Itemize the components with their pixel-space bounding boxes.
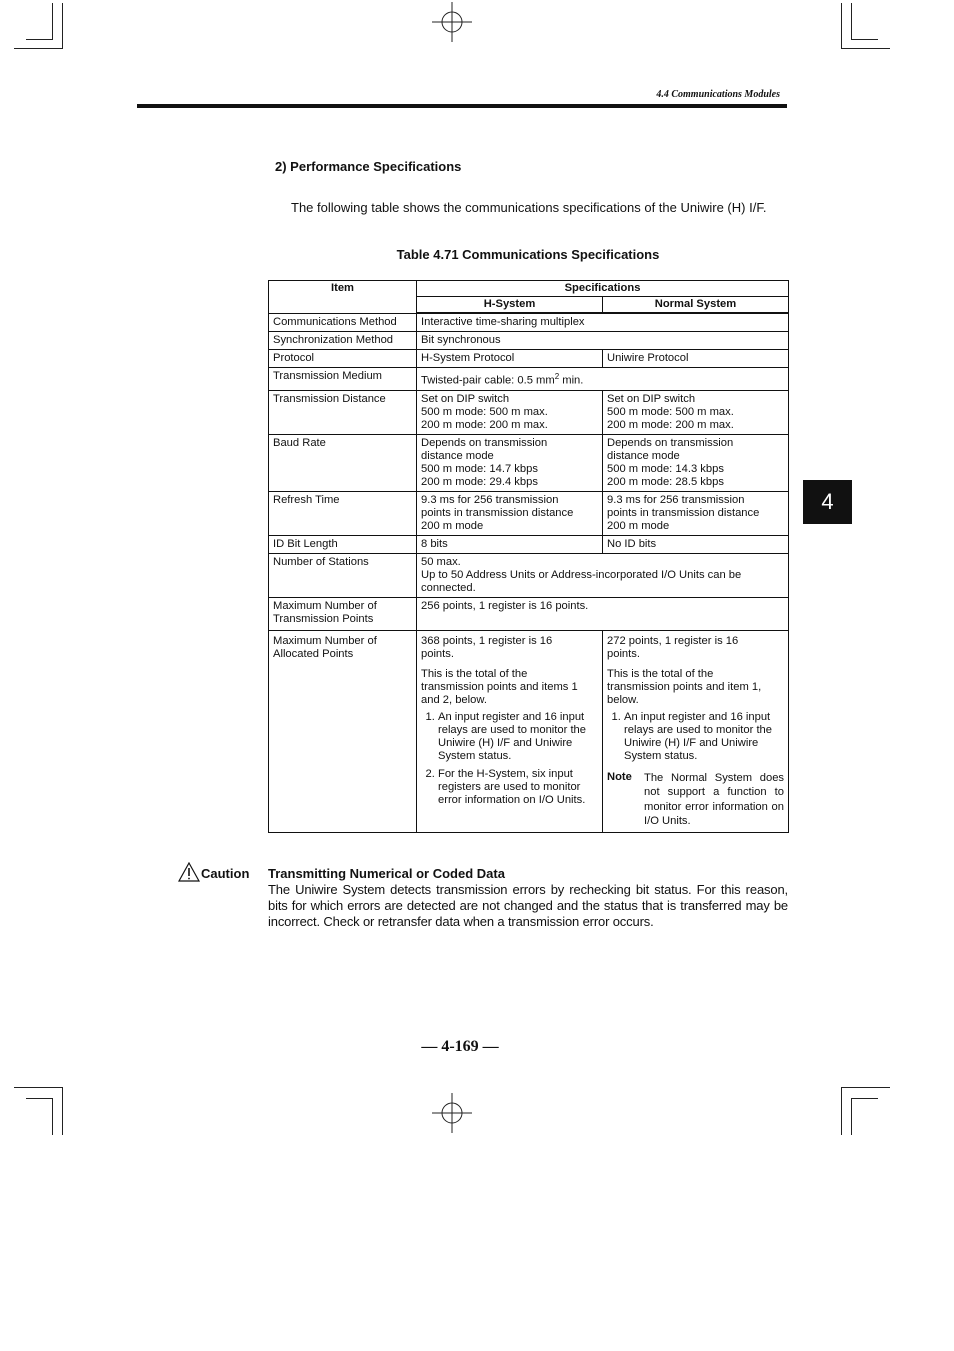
spec-cell: [417, 553, 789, 597]
item-cell: Synchronization Method: [269, 332, 417, 350]
table-row: [269, 350, 789, 368]
crop-mark: [841, 48, 890, 49]
line: points in transmission distance: [607, 506, 760, 519]
registration-mark-top: [432, 2, 472, 42]
table-row: [269, 368, 789, 391]
table-row: [269, 535, 789, 553]
line: 200 m mode: 200 m max.: [607, 418, 734, 431]
line: Depends on transmission: [607, 436, 734, 449]
table-row: [269, 491, 789, 535]
h-system-cell: [417, 390, 603, 434]
crop-mark: [851, 3, 852, 40]
caution-body: The Uniwire System detects transmission errors by rechecking bit status. For this reason, bits for which errors are detected are not changed and the status that is transferred may be incorrect. Check or retransfer data when a transmission error occurs.: [268, 882, 788, 929]
spec-cell: 256 points, 1 register is 16 points.: [417, 597, 789, 630]
line: 500 m mode: 500 m max.: [607, 405, 734, 418]
h-system-list: [421, 711, 598, 807]
note-label: Note: [607, 770, 632, 783]
crop-mark: [52, 3, 53, 40]
specifications-table: [268, 280, 789, 833]
table-row: [269, 313, 789, 332]
medium-text: Twisted-pair cable: 0.5 mm: [421, 374, 555, 387]
normal-system-cell: [603, 390, 789, 434]
item-cell: Number of Stations: [269, 553, 417, 597]
normal-system-cell: No ID bits: [603, 535, 789, 553]
normal-system-list: [607, 711, 784, 763]
line: 200 m mode: 28.5 kbps: [607, 475, 724, 488]
crop-mark: [62, 1087, 63, 1135]
line: 9.3 ms for 256 transmission: [607, 493, 745, 506]
intro-text: The following table shows the communications specifications of the Uniwire (H) I/F.: [291, 200, 767, 215]
crop-mark: [26, 1098, 53, 1099]
note: [607, 771, 784, 829]
line: 500 m mode: 14.3 kbps: [607, 462, 724, 475]
line: 9.3 ms for 256 transmission: [421, 493, 559, 506]
list-item: 1. An input register and 16 input relays are used to monitor the Uniwire (H) I/F and Uniwire System status.: [624, 711, 784, 763]
item-cell: Transmission Distance: [269, 390, 417, 434]
item-cell: [269, 597, 417, 630]
line: Allocated Points: [273, 647, 354, 660]
line: 368 points, 1 register is 16: [421, 634, 553, 647]
line: and 2, below.: [421, 693, 487, 706]
warning-triangle-icon: [178, 862, 200, 882]
line: Transmission Points: [273, 612, 374, 625]
crop-mark: [851, 39, 878, 40]
h-system-cell: [417, 434, 603, 491]
line: This is the total of the: [421, 667, 528, 680]
line: 50 max.: [421, 555, 461, 568]
table-row: [269, 597, 789, 630]
header-specifications: Specifications: [417, 281, 789, 297]
table-title: Table 4.71 Communications Specifications: [396, 247, 660, 262]
crop-mark: [851, 1098, 852, 1135]
line: Set on DIP switch: [607, 392, 696, 405]
line: 272 points, 1 register is 16: [607, 634, 739, 647]
table-row: [269, 553, 789, 597]
header-h-system: H-System: [417, 297, 603, 314]
line: transmission points and items 1: [421, 680, 578, 693]
item-cell: ID Bit Length: [269, 535, 417, 553]
item-cell: Refresh Time: [269, 491, 417, 535]
item-cell: Baud Rate: [269, 434, 417, 491]
h-system-cell: [417, 491, 603, 535]
line: 200 m mode: 200 m max.: [421, 418, 548, 431]
medium-tail: min.: [559, 374, 584, 387]
line: This is the total of the: [607, 667, 714, 680]
h-system-cell: [417, 630, 603, 832]
line: transmission points and item 1,: [607, 680, 762, 693]
line: Up to 50 Address Units or Address-incorporated I/O Units can be: [421, 568, 742, 581]
list-item: 2. For the H-System, six input registers are used to monitor error information on I/O Units.: [438, 768, 598, 807]
note-text: The Normal System does not support a function to monitor error information on I/O Units.: [644, 771, 785, 828]
chapter-tab: 4: [803, 480, 852, 524]
item-cell: Communications Method: [269, 313, 417, 332]
normal-system-cell: [603, 630, 789, 832]
page-number: — 4-169 —: [421, 1038, 499, 1055]
crop-mark: [26, 39, 53, 40]
table-row: [269, 390, 789, 434]
header-normal-system: Normal System: [603, 297, 789, 314]
spec-cell: Interactive time-sharing multiplex: [417, 313, 789, 332]
crop-mark: [52, 1098, 53, 1135]
line: Set on DIP switch: [421, 392, 510, 405]
running-header: 4.4 Communications Modules: [656, 89, 780, 100]
line: Maximum Number of: [273, 599, 377, 612]
crop-mark: [851, 1098, 878, 1099]
line: points.: [607, 647, 640, 660]
medium-sup: 2: [554, 372, 560, 381]
crop-mark: [841, 1087, 890, 1088]
normal-system-cell: [603, 434, 789, 491]
section-title: 2) Performance Specifications: [275, 159, 462, 174]
item-cell: Protocol: [269, 350, 417, 368]
header-item: Item: [269, 281, 417, 314]
line: 200 m mode: [421, 519, 484, 532]
list-item: 1. An input register and 16 input relays are used to monitor the Uniwire (H) I/F and Uniwire System status.: [438, 711, 598, 763]
spec-cell: [417, 368, 789, 391]
crop-mark: [841, 3, 842, 49]
caution-label: Caution: [201, 866, 250, 881]
crop-mark: [841, 1087, 842, 1135]
line: Maximum Number of: [273, 634, 377, 647]
table-row: [269, 434, 789, 491]
line: 200 m mode: 29.4 kbps: [421, 475, 538, 488]
line: distance mode: [607, 449, 680, 462]
line: connected.: [421, 581, 476, 594]
header-rule: [137, 104, 787, 108]
normal-system-cell: Uniwire Protocol: [603, 350, 789, 368]
crop-mark: [14, 48, 63, 49]
spec-cell: Bit synchronous: [417, 332, 789, 350]
line: points.: [421, 647, 454, 660]
line: 500 m mode: 500 m max.: [421, 405, 548, 418]
table-row: [269, 332, 789, 350]
caution-title: Transmitting Numerical or Coded Data: [268, 866, 505, 881]
table-row: [269, 630, 789, 832]
line: points in transmission distance: [421, 506, 574, 519]
item-cell: Transmission Medium: [269, 368, 417, 391]
normal-system-cell: [603, 491, 789, 535]
line: Depends on transmission: [421, 436, 548, 449]
registration-mark-bottom: [432, 1093, 472, 1133]
line: below.: [607, 693, 639, 706]
h-system-cell: H-System Protocol: [417, 350, 603, 368]
line: 500 m mode: 14.7 kbps: [421, 462, 538, 475]
item-cell: [269, 630, 417, 832]
crop-mark: [14, 1087, 63, 1088]
line: distance mode: [421, 449, 494, 462]
line: 200 m mode: [607, 519, 670, 532]
crop-mark: [62, 3, 63, 49]
h-system-cell: 8 bits: [417, 535, 603, 553]
